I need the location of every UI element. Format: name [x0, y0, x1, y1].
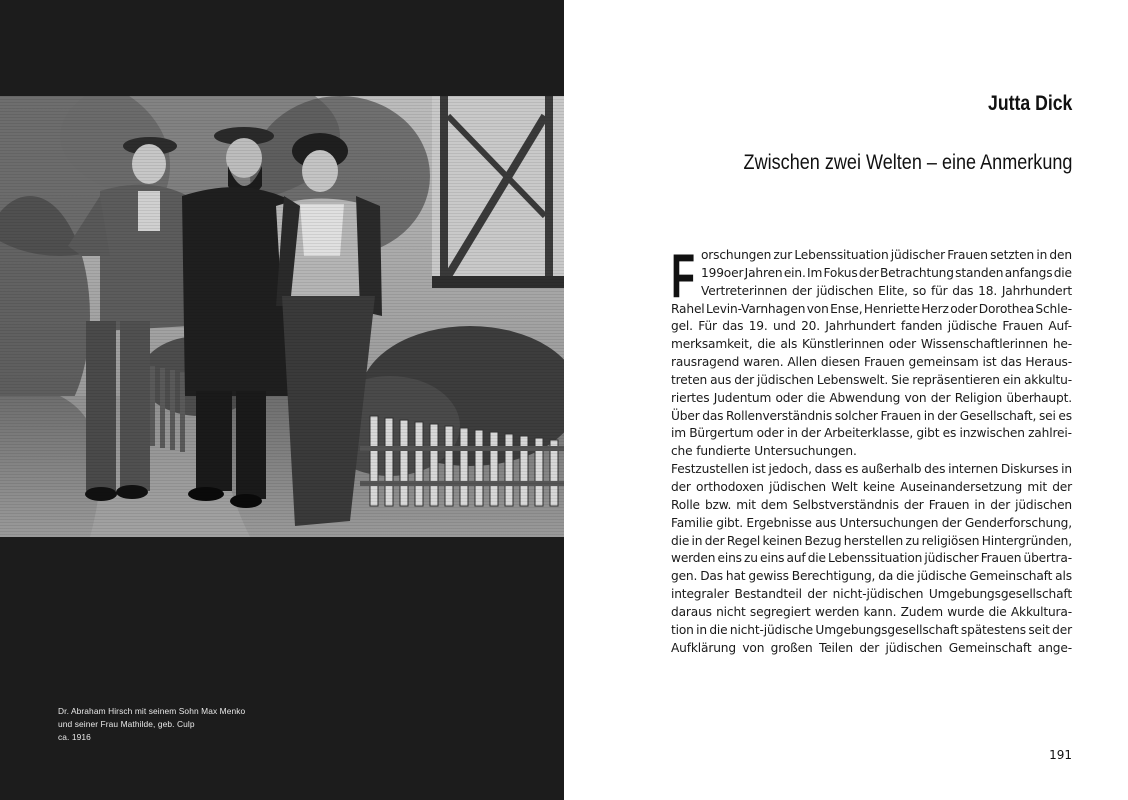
word: der: [930, 390, 951, 405]
word: gewiss: [748, 569, 789, 584]
word: jüdische: [917, 569, 967, 584]
text-line: [671, 622, 1072, 640]
word: von: [904, 390, 927, 405]
word: kann.: [863, 604, 897, 619]
word: es: [844, 462, 859, 477]
word: die: [671, 533, 690, 548]
word: der: [704, 533, 725, 548]
word: nicht: [716, 604, 746, 619]
word: mit: [1027, 479, 1047, 494]
word: Untersuchungen: [839, 515, 939, 530]
word: dem: [760, 497, 788, 512]
word: die: [896, 569, 915, 584]
text-line: [671, 479, 1072, 497]
text-line: [671, 408, 1072, 426]
word: Für: [698, 319, 717, 334]
word: Welt: [831, 479, 858, 494]
word: Aufklärung: [671, 640, 736, 655]
word: Hintergründen,: [981, 533, 1072, 548]
word: keinen: [762, 533, 803, 548]
word: keine: [862, 479, 895, 494]
word: werden: [814, 604, 860, 619]
text-line: [671, 354, 1072, 372]
word: zu: [905, 533, 920, 548]
word: überhaupt.: [1006, 390, 1072, 405]
word: religiösen: [921, 533, 980, 548]
word: als: [780, 337, 798, 352]
text-line: [671, 515, 1072, 533]
word: standen: [955, 265, 1004, 280]
word: dass: [814, 462, 842, 477]
word: spätestens: [960, 622, 1026, 637]
word: ein.: [783, 265, 806, 280]
word: der: [801, 426, 821, 441]
text-line: [671, 336, 1072, 354]
word: seit: [1028, 622, 1050, 637]
text-line: [671, 247, 1072, 265]
word: Schle-: [1035, 301, 1072, 316]
word: Genderforschung,: [964, 515, 1072, 530]
word: das: [722, 319, 744, 334]
word: Festzustellen: [671, 462, 749, 477]
chapter-title: Zwischen zwei Welten – eine Anmerkung: [743, 151, 1072, 174]
word: in: [923, 408, 935, 423]
word: rausragend: [671, 355, 740, 370]
word: sei: [1038, 408, 1056, 423]
word: Teilen: [818, 640, 853, 655]
word: ein: [1002, 372, 1021, 387]
word: eins: [717, 551, 742, 566]
word: eins: [759, 551, 785, 566]
word: merksamkeit,: [671, 337, 753, 352]
word: Im: [807, 265, 823, 280]
word: mit: [736, 497, 756, 512]
word: daraus: [671, 604, 712, 619]
word: Bürgertum: [689, 426, 754, 441]
caption-line: und seiner Frau Mathilde, geb. Culp: [58, 719, 195, 729]
word: tion: [671, 622, 694, 637]
word: Frauen: [864, 355, 905, 370]
word: riertes: [671, 390, 710, 405]
word: Auseinandersetzung: [900, 479, 1023, 494]
text-line: [671, 425, 1072, 443]
page-number: 191: [1049, 748, 1072, 762]
word: der: [671, 479, 691, 494]
text-line: [671, 461, 1072, 479]
text-line: [671, 443, 1072, 461]
word: Zudem: [900, 604, 944, 619]
word: das: [1000, 355, 1022, 370]
word: die: [709, 622, 728, 637]
word: Frauen: [880, 408, 922, 423]
word: Jahrhundert: [825, 319, 896, 334]
word: 20.: [801, 319, 820, 334]
word: auf: [786, 551, 806, 566]
word: Wissenschaftlerinnen: [920, 337, 1048, 352]
word: Rolle: [671, 497, 700, 512]
word: der: [858, 265, 879, 280]
word: treten: [671, 372, 708, 387]
author-name: Jutta Dick: [987, 92, 1072, 115]
word: von: [806, 301, 829, 316]
text-line: [671, 533, 1072, 551]
word: so: [912, 283, 927, 298]
word: in: [786, 426, 798, 441]
word: che: [671, 444, 697, 459]
word: jüdischer: [924, 551, 979, 566]
word: Rollenverständnis: [726, 408, 833, 423]
word: den: [1049, 248, 1072, 262]
text-line: [671, 265, 1072, 283]
word: Auf-: [1048, 319, 1072, 334]
text-line: [671, 318, 1072, 336]
text-line: [671, 372, 1072, 390]
word: Umgebungsgesellschaft: [928, 587, 1072, 602]
word: Frauen: [980, 551, 1022, 566]
word: Akkultura-: [1010, 604, 1072, 619]
word: setzten: [990, 248, 1035, 262]
word: in: [1061, 462, 1072, 477]
word: Elite,: [878, 283, 908, 298]
word: gibt: [916, 426, 940, 441]
word: außerhalb: [861, 462, 922, 477]
word: Bestandteil: [734, 587, 802, 602]
word: aus: [710, 372, 732, 387]
word: oder: [888, 337, 916, 352]
word: Gemeinschaft: [969, 569, 1053, 584]
word: jüdischen: [756, 372, 814, 387]
word: in: [974, 497, 986, 512]
word: der: [937, 408, 958, 423]
word: der: [807, 587, 828, 602]
word: in: [696, 622, 707, 637]
text-line: [671, 301, 1072, 319]
photo-caption: [58, 705, 245, 744]
word: der: [859, 640, 880, 655]
word: Über: [671, 408, 700, 423]
photo-image: [0, 96, 564, 537]
word: Gemeinschaft: [948, 640, 1032, 655]
word: Frauen: [1002, 319, 1044, 334]
word: gibt.: [716, 515, 743, 530]
word: hat: [725, 569, 746, 584]
word: es: [942, 426, 957, 441]
word: Judentum: [713, 390, 772, 405]
word: orschungen: [701, 248, 772, 262]
word: diesen: [820, 355, 861, 370]
word: jüdischen: [769, 479, 826, 494]
word: zu: [744, 551, 758, 566]
word: Frauen: [928, 497, 970, 512]
historical-photo: [0, 96, 564, 537]
word: Rahel: [671, 301, 705, 316]
word: die: [806, 390, 826, 405]
word: in: [1036, 248, 1048, 262]
word: der: [791, 283, 812, 298]
word: jüdischen: [885, 640, 943, 655]
word: aus: [815, 515, 837, 530]
word: Vertreterinnen: [701, 283, 788, 298]
text-line: [671, 586, 1072, 604]
word: repräsentieren: [912, 372, 1000, 387]
word: 18.: [978, 283, 998, 298]
word: von: [742, 640, 765, 655]
word: für: [930, 283, 948, 298]
text-line: [671, 604, 1072, 622]
word: ange-: [1037, 640, 1072, 655]
body-text: [671, 247, 1072, 657]
text-line: [671, 550, 1072, 568]
word: nicht-jüdische: [729, 622, 814, 637]
caption-line: ca. 1916: [58, 732, 91, 742]
word: die: [1053, 265, 1072, 280]
word: da: [878, 569, 894, 584]
word: und: [772, 319, 796, 334]
word: Heraus-: [1025, 355, 1072, 370]
word: Dorothea: [978, 301, 1035, 316]
word: des: [924, 462, 946, 477]
word: orthodoxen: [696, 479, 764, 494]
word: jedoch,: [768, 462, 812, 477]
word: solcher: [834, 408, 878, 423]
word: Jahrhundert: [1001, 283, 1072, 298]
word: bzw.: [704, 497, 732, 512]
word: im: [671, 426, 686, 441]
word: zur: [773, 248, 793, 262]
word: die: [807, 551, 826, 566]
svg-text:F: F: [671, 251, 695, 299]
word: Künstlerinnen: [802, 337, 884, 352]
word: herstellen: [843, 533, 904, 548]
word: großen: [770, 640, 813, 655]
word: segregiert: [749, 604, 811, 619]
word: Gesellschaft,: [959, 408, 1037, 423]
text-line: [671, 497, 1072, 515]
word: nicht-jüdischen: [832, 587, 924, 602]
word: jüdischen: [1015, 497, 1072, 512]
word: Familie: [671, 515, 713, 530]
word: die: [988, 604, 1007, 619]
word: akkultu-: [1023, 372, 1072, 387]
word: Diskurses: [1000, 462, 1059, 477]
word: Lebenswelt.: [816, 372, 889, 387]
word: Arbeiterklasse,: [824, 426, 914, 441]
word: Henriette: [863, 301, 920, 316]
word: der: [903, 497, 924, 512]
word: Bezug: [804, 533, 842, 548]
word: Jahren: [744, 265, 783, 280]
word: oder: [950, 301, 978, 316]
word: 199oer: [701, 265, 744, 280]
word: Berechtigung,: [791, 569, 876, 584]
word: der: [734, 372, 754, 387]
text-line: [671, 568, 1072, 586]
word: gel.: [671, 319, 693, 334]
word: Allen: [787, 355, 817, 370]
word: Herz: [921, 301, 949, 316]
word: oder: [756, 426, 784, 441]
word: gemeinsam: [908, 355, 979, 370]
word: Sie: [891, 372, 910, 387]
word: das: [702, 408, 724, 423]
word: internen: [948, 462, 999, 477]
word: werden: [671, 551, 716, 566]
word: Betrachtung: [879, 265, 954, 280]
word: Umgebungsgesellschaft: [815, 622, 959, 637]
word: ist: [751, 462, 766, 477]
word: ist: [982, 355, 997, 370]
word: Regel: [726, 533, 761, 548]
word: Selbstverständnis: [792, 497, 899, 512]
word: oder: [775, 390, 803, 405]
word: Ergebnisse: [746, 515, 812, 530]
word: fundierte: [696, 444, 755, 459]
word: Frauen: [947, 248, 988, 262]
word: Untersuchungen.: [754, 444, 857, 459]
text-line: [671, 283, 1072, 301]
word: gen.: [671, 569, 698, 584]
word: integraler: [671, 587, 729, 602]
word: Levin-Varnhagen: [705, 301, 806, 316]
word: der: [990, 497, 1011, 512]
dropcap-letter: [671, 251, 695, 299]
word: inzwischen: [959, 426, 1025, 441]
word: die: [757, 337, 776, 352]
word: in: [691, 533, 703, 548]
word: Lebenssituation: [794, 248, 889, 262]
word: Lebenssituation: [828, 551, 923, 566]
text-line: [671, 390, 1072, 408]
word: der: [1052, 622, 1072, 637]
caption-line: Dr. Abraham Hirsch mit seinem Sohn Max Menko: [58, 706, 246, 716]
word: Fokus: [823, 265, 858, 280]
word: wurde: [947, 604, 985, 619]
word: übertra-: [1023, 551, 1072, 566]
word: jüdischer: [890, 248, 945, 262]
word: Das: [700, 569, 723, 584]
word: der: [1052, 479, 1072, 494]
word: Abwendung: [829, 390, 901, 405]
word: jüdischen: [816, 283, 874, 298]
word: zahlrei-: [1028, 426, 1072, 441]
word: anfangs: [1004, 265, 1053, 280]
word: fanden: [900, 319, 943, 334]
word: der: [941, 515, 962, 530]
word: Religion: [954, 390, 1003, 405]
word: 19.: [748, 319, 768, 334]
word: he-: [1052, 337, 1072, 352]
word: Ense,: [830, 301, 863, 316]
text-line: [671, 640, 1072, 658]
word: es: [1058, 408, 1072, 423]
word: waren.: [743, 355, 784, 370]
word: das: [952, 283, 974, 298]
word: als: [1055, 569, 1072, 584]
word: jüdische: [947, 319, 998, 334]
right-page: [564, 0, 1128, 800]
